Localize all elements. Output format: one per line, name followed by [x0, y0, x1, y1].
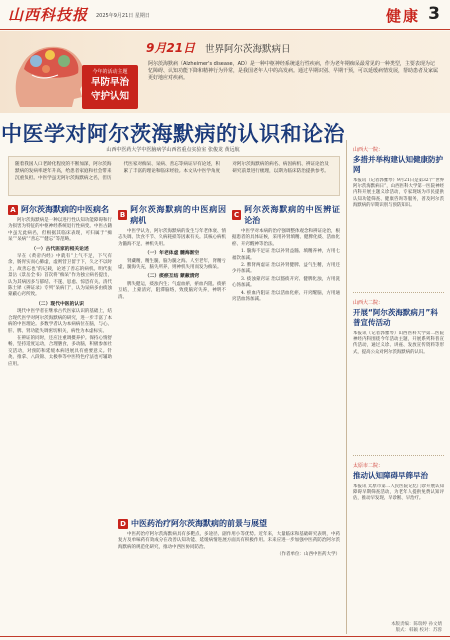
section-a-title: 阿尔茨海默病的中医病名 — [21, 205, 109, 214]
rail-body-2: 本报讯（记者郭雅琴）山西医科大学第二医院神经内科围绕今年活动主题，开展系列科普宣传活动，通过义诊、讲座、发放宣传资料等形式，提高公众对阿尔茨海默病的认识。 — [353, 331, 444, 355]
section-b-heading — [118, 204, 226, 226]
column-3 — [232, 202, 340, 512]
section-d-heading — [118, 518, 340, 529]
section-a-subheading-1: （一）古代医家的相关论述 — [31, 245, 89, 252]
section-d-paragraph-1: 中医药治疗阿尔茨海默病具有多靶点、多途径、副作用小等优势。近年来，大量临床和基础研究表明，中药复方及单味药有效成分在改善认知功能、延缓病情进展方面具有积极作用。未来应进一步加强中医药防治阿尔茨海默病的规范化研究，推动中西医协同防治。 — [118, 532, 340, 550]
rail-headline-3: 推动认知障碍早筛早治 — [353, 471, 428, 480]
rail-tag-2: 山西大二院： — [353, 300, 384, 306]
page-credits — [391, 622, 442, 634]
column-2 — [118, 202, 226, 512]
section-a-subheading-2: （二）现代中医的认识 — [36, 300, 84, 307]
bottom-rule — [0, 636, 450, 637]
section-a-paragraph-2: 早在《黄帝内经》中就有“上气不足，下气有余，肠胃实而心肺虚，虚则营卫留于下，久之不以时上，故善忘也”的记载，论述了善忘的病机。明代张景岳《景岳全书》首次将“痴呆”作为独立病名提出，认为其病因多与郁结、不遂、思虑、惊恐有关。清代陈士铎《辨证录》专列“呆病门”，认为呆病多由痰浊蒙蔽心窍所致。 — [8, 254, 112, 298]
rail-headline-2: 开展“阿尔茨海默病月”科普宣传活动 — [353, 308, 438, 327]
banner — [0, 31, 450, 113]
article-title: 中医学对阿尔茨海默病的认识和论治 — [1, 122, 345, 146]
section-b-title: 阿尔茨海默病的中医病因病机 — [130, 205, 226, 225]
section-a-heading — [8, 204, 112, 215]
section-b-paragraph-1: 中医学认为，阿尔茨海默病的发生与年老体衰、情志失调、饮食不节、久病耗损等因素有关。其核心病机为髓海不足、神机失用。 — [118, 229, 226, 247]
credits-line-2: 版式：韩颖 校对：苏蓉 — [395, 628, 442, 633]
dateline: 2025年9月21日 星期日 — [96, 13, 150, 19]
masthead — [0, 0, 450, 30]
section-b-paragraph-2: 肾藏精，精生髓，脑为髓之海。人至老年，肾精亏虚，髓海失充，脑失所养，则神机失用而发为痴呆。 — [118, 258, 226, 271]
event-title: 世界阿尔茨海默病日 — [205, 44, 291, 55]
section-a-paragraph-3: 现代中医学者在继承古代医家认识的基础上，结合现代医学对阿尔茨海默病的研究，进一步丰富了本病的中医理论。多数学者认为本病病位在脑，与心、肝、脾、肾功能失调密切相关，病性为本虚标实。 — [8, 309, 112, 334]
news-rail — [346, 140, 444, 634]
section-d-block — [118, 516, 340, 634]
section-c-paragraph-extra: 在辨证的同时，还应注重调摄养护。保持心情舒畅，坚持适度运动，合理膳食，多动脑，积极参加社交活动，对预防和延缓本病进展具有重要意义。针灸、推拿、八段锦、太极拳等中医特色疗法也可辅助应用。 — [8, 335, 112, 367]
rail-body-3: 本报讯 太原市第二人民医院记忆门诊开展认知障碍早期筛查活动，为老年人提供免费认知评估，推动早发现、早诊断、早治疗。 — [353, 484, 444, 502]
article-lead: 随着我国人口老龄化程度的不断加深，阿尔茨海默病的发病率逐年升高，给患者家庭和社会带来沉重负担。中医学虽无阿尔茨海默病之名，但历代医家对痴呆、呆病、善忘等病证早有论述，积累了丰富的理论和临床经验。本文从中医学角度对阿尔茨海默病的病名、病因病机、辨证论治及研究前景进行梳理，以期为临床防治提供参考。 — [8, 156, 340, 196]
section-b-paragraph-3: 脾失健运，痰浊内生；气虚血瘀，瘀血内阻。痰瘀互结，上蒙清窍，阻滞脑络，致使脑窍失养，神明不清。 — [118, 281, 226, 300]
section-name: 健康 — [385, 7, 420, 25]
page-number: 3 — [428, 4, 440, 24]
section-a-badge: A — [8, 205, 18, 215]
newspaper-logo: 山西科技报 — [8, 6, 89, 24]
section-a-paragraph-1: 阿尔茨海默病是一种以进行性认知功能障碍和行为损害为特征的中枢神经系统退行性病变。中医古籍中虽无此病名，但根据其临床表现，可归属于“痴呆”“呆病”“善忘”“健忘”等范畴。 — [8, 218, 112, 243]
section-c-item-3: 3. 痰浊蒙窍证 治以豁痰开窍、健脾化浊，方用洗心汤加减。 — [232, 276, 340, 289]
theme-line-2: 守护认知 — [90, 91, 129, 102]
column-1 — [8, 202, 112, 634]
section-c-badge: C — [232, 210, 241, 220]
section-c-item-4: 4. 瘀血内阻证 治以活血化瘀、开窍醒脑，方用通窍活血汤加减。 — [232, 290, 340, 303]
article-byline: 山西中医药大学中医脑病学山西省重点实验室 张俊龙 黄远航 — [106, 147, 240, 153]
theme-tag — [82, 65, 138, 109]
section-d-title: 中医药治疗阿尔茨海默病的前景与展望 — [131, 519, 267, 528]
section-b-subheading-1: （一）年老体虚 髓海渐空 — [144, 250, 200, 257]
section-c-item-2: 2. 脾肾两虚证 治以补肾健脾、益气生精，方用还少丹加减。 — [232, 263, 340, 275]
section-c-title: 阿尔茨海默病的中医辨证论治 — [244, 205, 340, 225]
rail-body-1: 本报讯（记者郭雅琴）9月21日是第32个“世界阿尔茨海默病日”，山西医科大学第一医院神经内科开展主题义诊活动，专家现场为市民提供认知功能筛查、健康咨询等服务，普及阿尔茨海默病的早期识别与预防知识。 — [353, 178, 444, 208]
author-sign: （作者单位：山西中医药大学） — [277, 552, 340, 558]
banner-intro: 阿尔茨海默病（Alzheimer's disease，AD）是一种中枢神经系统退行性疾病，作为老年期痴呆最常见的一种类型，主要表现为记忆障碍、认知功能下降和精神行为异常，是我国老年人中的高发病。通过早期识别、早期干预，可以延缓病情发展，帮助患者及家属更好地应对疾病。 — [148, 61, 439, 81]
section-d-badge: D — [118, 519, 128, 529]
section-c-item-1: 1. 髓海不足证 治以补肾益髓、填精养神，方用七福饮加减。 — [232, 249, 340, 261]
section-b-subheading-2: （二）痰瘀互结 蒙蔽清窍 — [144, 273, 200, 280]
rail-headline-1: 多措并举构建认知健康防护网 — [353, 155, 443, 174]
theme-line-1: 早防早治 — [90, 77, 129, 88]
rail-tag-1: 山西大一院： — [353, 147, 384, 153]
credits-line-1: 本版责编：陈瑞婷 孙文婧 — [391, 622, 442, 627]
rail-tag-3: 太原市二院： — [353, 463, 384, 469]
theme-tag-caption: 今年的活动主题 — [92, 69, 128, 75]
section-b-badge: B — [119, 211, 126, 219]
section-c-paragraph-1: 中医学对本病的治疗强调整体观念和辨证论治，根据患者的具体证候，采用补肾填精、健脾化痰、活血化瘀、开窍醒神等治法。 — [232, 229, 340, 247]
rail-divider — [353, 292, 444, 293]
brain-head-illustration — [6, 35, 90, 111]
section-c-heading — [232, 204, 340, 226]
rail-divider — [353, 455, 444, 456]
event-date: 9月21日 — [146, 41, 196, 55]
